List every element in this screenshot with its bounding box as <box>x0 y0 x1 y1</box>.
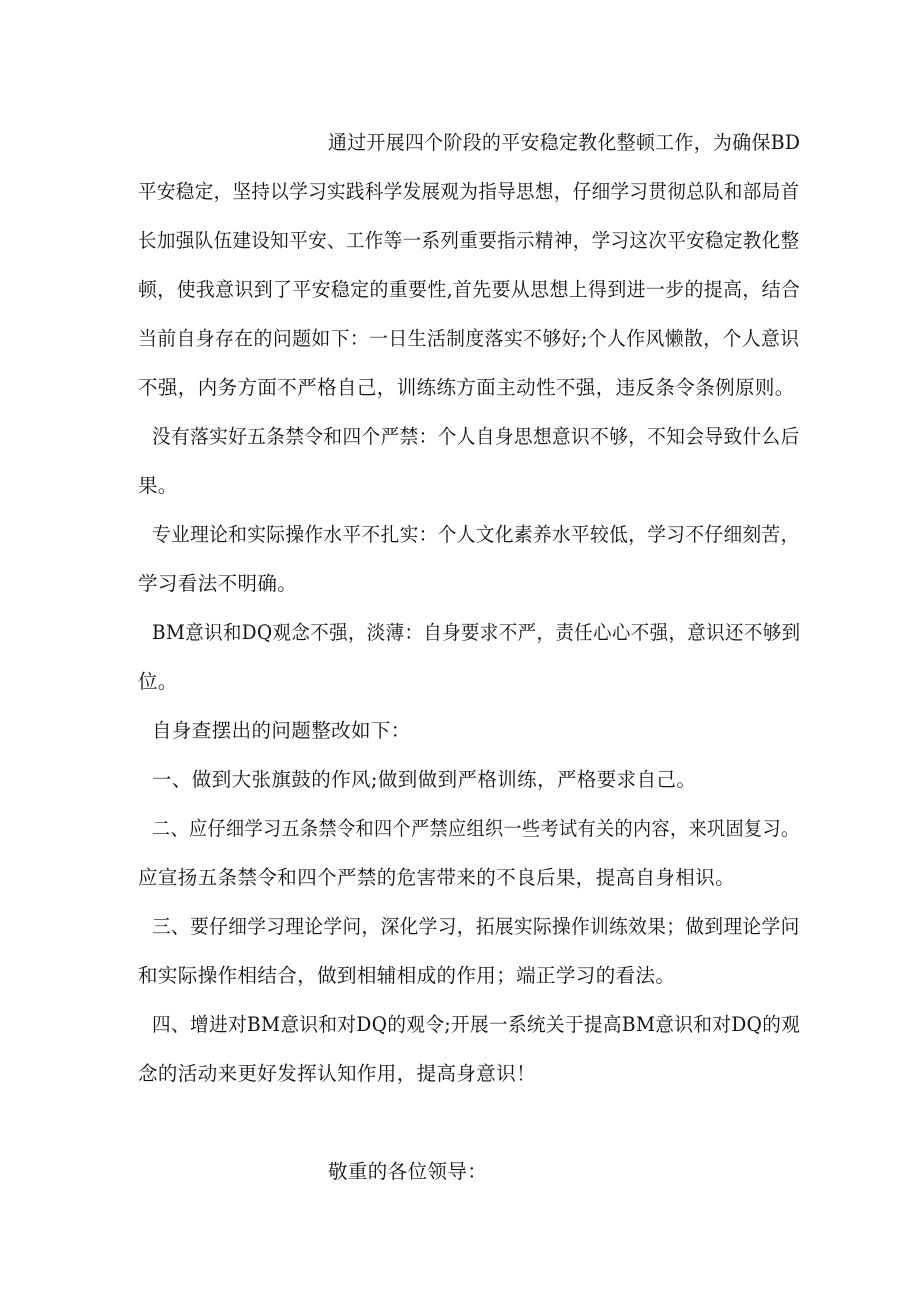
paragraph-1-line-5: 当前自身存在的问题如下：一日生活制度落实不够好;个人作风懒散，个人意识 <box>138 327 800 350</box>
paragraph-8-line-2: 和实际操作相结合，做到相辅相成的作用；端正学习的看法。 <box>138 964 676 987</box>
paragraph-9-line-1: 四、增进对BM意识和对DQ的观令;开展一系统关于提高BM意识和对DQ的观 <box>152 1013 801 1036</box>
salutation: 敬重的各位领导： <box>328 1160 488 1183</box>
paragraph-4-line-2: 位。 <box>138 670 178 693</box>
paragraph-2-line-1: 没有落实好五条禁令和四个严禁：个人自身思想意识不够，不知会导致什么后 <box>152 425 800 448</box>
paragraph-2-line-2: 果。 <box>138 474 178 497</box>
paragraph-1-line-6: 不强，内务方面不严格自己，训练练方面主动性不强，违反条令条例原则。 <box>138 376 795 399</box>
paragraph-1-line-1: 通过开展四个阶段的平安稳定教化整顿工作，为确保BD <box>328 131 801 154</box>
paragraph-4-line-1: BM意识和DQ观念不强，淡薄：自身要求不严，责任心心不强，意识还不够到 <box>152 621 801 644</box>
paragraph-3-line-2: 学习看法不明确。 <box>138 572 298 595</box>
paragraph-5-line-1: 自身查摆出的问题整改如下： <box>152 719 411 742</box>
paragraph-7-line-1: 二、应仔细学习五条禁令和四个严禁应组织一些考试有关的内容，来巩固复习。 <box>152 817 800 840</box>
paragraph-3-line-1: 专业理论和实际操作水平不扎实：个人文化素养水平较低，学习不仔细刻苦， <box>152 523 800 546</box>
paragraph-9-line-2: 念的活动来更好发挥认知作用，提高身意识！ <box>138 1062 537 1085</box>
paragraph-8-line-1: 三、要仔细学习理论学问，深化学习，拓展实际操作训练效果；做到理论学问 <box>152 915 800 938</box>
paragraph-6-line-1: 一、做到大张旗鼓的作风;做到做到严格训练，严格要求自己。 <box>152 768 697 791</box>
paragraph-7-line-2: 应宣扬五条禁令和四个严禁的危害带来的不良后果，提高自身相识。 <box>138 866 736 889</box>
paragraph-1-line-3: 长加强队伍建设知平安、工作等一系列重要指示精神，学习这次平安稳定教化整 <box>138 229 800 252</box>
paragraph-1-line-4: 顿，使我意识到了平安稳定的重要性,首先要从思想上得到进一步的提高，结合 <box>138 278 801 301</box>
paragraph-1-line-2: 平安稳定，坚持以学习实践科学发展观为指导思想，仔细学习贯彻总队和部局首 <box>138 180 800 203</box>
